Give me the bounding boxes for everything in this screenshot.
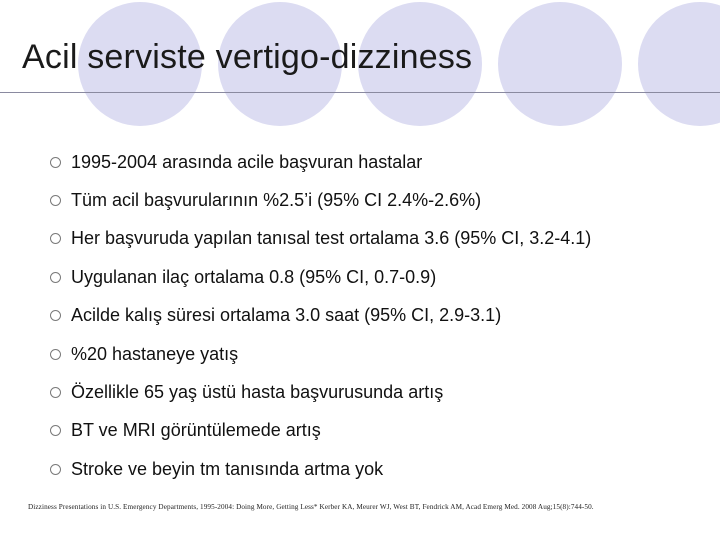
citation-footnote: Dizziness Presentations in U.S. Emergency Departments, 1995-2004: Doing More, Getting Less* Kerber KA, Meurer WJ, West BT, Fendrick AM, Acad Emerg Med. 2008 Aug;15(8):744-50.	[28, 503, 594, 511]
bullet-text: BT ve MRI görüntülemede artış	[71, 420, 321, 441]
bullet-text: %20 hastaneye yatış	[71, 343, 239, 364]
bullet-ring-icon	[50, 349, 61, 360]
decorative-circle	[498, 2, 622, 126]
bullet-text: Acilde kalış süresi ortalama 3.0 saat (95% CI, 2.9-3.1)	[71, 305, 502, 326]
bullet-ring-icon	[50, 387, 61, 398]
bullet-ring-icon	[50, 195, 61, 206]
slide-title: Acil serviste vertigo-dizziness	[22, 38, 473, 76]
title-divider	[0, 92, 720, 93]
bullet-ring-icon	[50, 425, 61, 436]
bullet-ring-icon	[50, 233, 61, 244]
bullet-ring-icon	[50, 272, 61, 283]
bullet-text: Özellikle 65 yaş üstü hasta başvurusunda artış	[71, 382, 444, 403]
bullet-item	[50, 143, 710, 181]
bullet-ring-icon	[50, 464, 61, 475]
bullet-ring-icon	[50, 310, 61, 321]
bullet-item	[50, 297, 710, 335]
bullet-text: 1995-2004 arasında acile başvuran hastalar	[71, 151, 423, 172]
bullet-text: Tüm acil başvurularının %2.5’i (95% CI 2.4%-2.6%)	[71, 190, 482, 211]
decorative-circle	[638, 2, 720, 126]
bullet-item	[50, 220, 710, 258]
bullet-item	[50, 450, 710, 488]
bullet-item	[50, 258, 710, 296]
bullet-text: Her başvuruda yapılan tanısal test ortalama 3.6 (95% CI, 3.2-4.1)	[71, 228, 592, 249]
bullet-ring-icon	[50, 157, 61, 168]
bullet-text: Uygulanan ilaç ortalama 0.8 (95% CI, 0.7-0.9)	[71, 266, 437, 287]
bullet-item	[50, 181, 710, 219]
bullet-item	[50, 412, 710, 450]
bullet-text: Stroke ve beyin tm tanısında artma yok	[71, 458, 384, 479]
bullet-item	[50, 373, 710, 411]
bullet-list	[50, 143, 710, 489]
bullet-item	[50, 335, 710, 373]
